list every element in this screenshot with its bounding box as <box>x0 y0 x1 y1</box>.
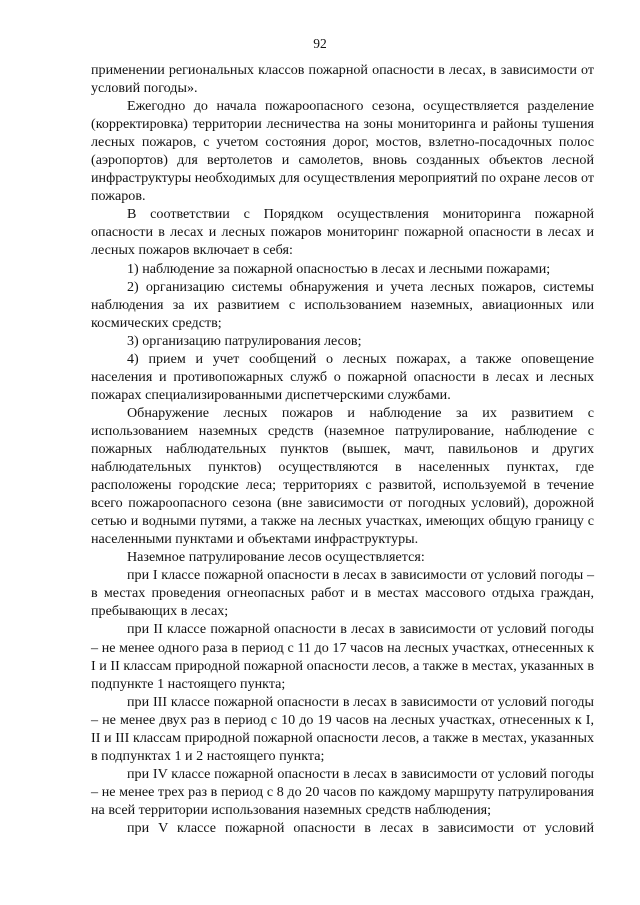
patrol-class-4: при IV классе пожарной опасности в лесах в зависимости от условий погоды – не менее трех раз в период с 8 до 20 часов по каждому маршруту патрулирования на всей территории использования наземных средств наблюдения; <box>91 765 594 818</box>
paragraph-ground-detection: Обнаружение лесных пожаров и наблюдение за их развитием с использованием наземных средств (наземное патрулирование, наблюдение с пожарных наблюдательных пунктов (вышек, мачт, павильонов и других наблюдательных пунктов) осуществляются в населенных пунктах, где расположены городские леса; территориях с развитой, используемой в течение всего пожароопасного сезона (вне зависимости от погодных условий), дорожной сетью и водными путями, а также на лесных участках, имеющих общую границу с населенными пунктами и объектами инфраструктуры. <box>91 404 594 548</box>
patrol-class-1: при I классе пожарной опасности в лесах в зависимости от условий погоды – в местах проведения огнеопасных работ и в местах массового отдыха граждан, пребывающих в лесах; <box>91 567 594 620</box>
page-body <box>91 61 594 837</box>
list-item-4: 4) прием и учет сообщений о лесных пожарах, а также оповещение населения и противопожарных служб о пожарной опасности в лесах и лесных пожарах специализированными диспетчерскими службами. <box>91 350 594 403</box>
page-number: 92 <box>313 36 327 51</box>
paragraph-patrol-intro: Наземное патрулирование лесов осуществляется: <box>127 549 425 566</box>
patrol-class-3: при III классе пожарной опасности в лесах в зависимости от условий погоды – не менее двух раз в период с 10 до 19 часов на лесных участках, отнесенных к I, II и III классам природной пожарной опасности лесов, а также в местах, указанных в подпунктах 1 и 2 настоящего пункта; <box>91 693 594 764</box>
list-item-1: 1) наблюдение за пожарной опасностью в лесах и лесными пожарами; <box>127 260 551 277</box>
list-item-2: 2) организацию системы обнаружения и учета лесных пожаров, системы наблюдения за их развитием с использованием наземных, авиационных или космических средств; <box>91 278 594 331</box>
list-item-3: 3) организацию патрулирования лесов; <box>127 332 362 349</box>
paragraph-continuation: применении региональных классов пожарной опасности в лесах, в зависимости от условий погоды». <box>91 62 594 97</box>
patrol-class-5: при V классе пожарной опасности в лесах в зависимости от условий <box>127 819 594 836</box>
patrol-class-2: при II классе пожарной опасности в лесах в зависимости от условий погоды – не менее одного раза в период с 11 до 17 часов на лесных участках, отнесенных к I и II классам природной пожарной опасности лесов, а также в местах, указанных в подпункте 1 настоящего пункта; <box>91 621 594 692</box>
paragraph-monitoring-order: В соответствии с Порядком осуществления мониторинга пожарной опасности в лесах и лесных пожаров мониторинг пожарной опасности в лесах и лесных пожаров включает в себя: <box>91 206 594 259</box>
paragraph-zoning: Ежегодно до начала пожароопасного сезона, осуществляется разделение (корректировка) территории лесничества на зоны мониторинга и районы тушения лесных пожаров, с учетом состояния дорог, мостов, взлетно-посадочных полос (аэропортов) для вертолетов и самолетов, вновь созданных объектов лесной инфраструктуры необходимых для осуществления мероприятий по охране лесов от пожаров. <box>91 98 594 205</box>
